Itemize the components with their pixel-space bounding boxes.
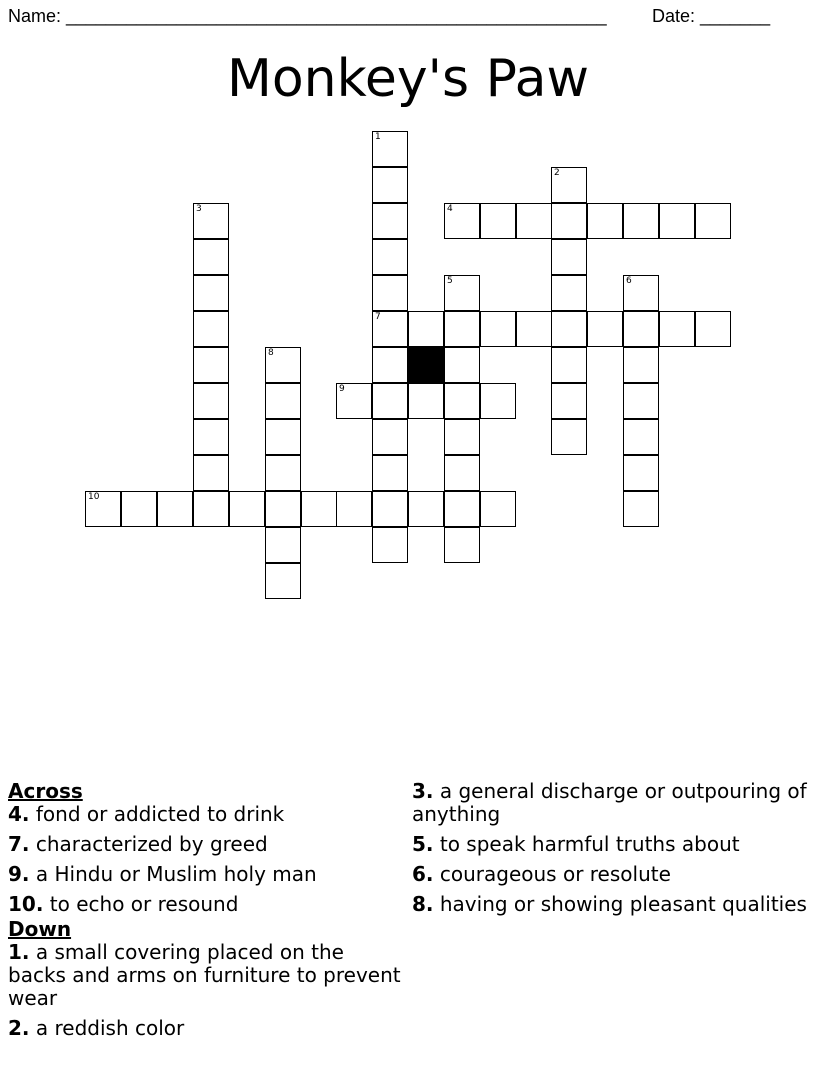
clue-down-6 bbox=[412, 863, 808, 886]
grid-cell[interactable] bbox=[372, 239, 408, 275]
grid-cell[interactable] bbox=[193, 419, 229, 455]
grid-cell[interactable] bbox=[623, 383, 659, 419]
grid-cell[interactable] bbox=[408, 311, 444, 347]
clue-text: fond or addicted to drink bbox=[35, 802, 285, 826]
down-heading: Down bbox=[8, 917, 72, 941]
grid-cell[interactable] bbox=[193, 491, 229, 527]
grid-cell[interactable] bbox=[480, 311, 516, 347]
grid-cell[interactable] bbox=[193, 383, 229, 419]
grid-cell[interactable] bbox=[623, 311, 659, 347]
grid-cell[interactable] bbox=[336, 491, 372, 527]
grid-cell[interactable] bbox=[372, 275, 408, 311]
clue-number: 3. bbox=[412, 779, 434, 803]
clue-number-label: 9 bbox=[339, 384, 345, 394]
grid-cell[interactable] bbox=[193, 203, 229, 239]
grid-cell[interactable] bbox=[551, 311, 587, 347]
grid-cell[interactable] bbox=[444, 275, 480, 311]
grid-cell[interactable] bbox=[587, 203, 623, 239]
clues-right-column bbox=[412, 780, 808, 923]
grid-cell[interactable] bbox=[372, 131, 408, 167]
grid-cell[interactable] bbox=[444, 311, 480, 347]
grid-cell[interactable] bbox=[265, 527, 301, 563]
grid-cell[interactable] bbox=[372, 455, 408, 491]
clue-text: a reddish color bbox=[35, 1016, 185, 1040]
grid-cell[interactable] bbox=[408, 383, 444, 419]
clue-number-label: 7 bbox=[375, 312, 381, 322]
grid-cell[interactable] bbox=[480, 203, 516, 239]
grid-cell[interactable] bbox=[695, 203, 731, 239]
grid-cell[interactable] bbox=[444, 455, 480, 491]
clue-number: 8. bbox=[412, 892, 434, 916]
clue-text: to speak harmful truths about bbox=[439, 832, 740, 856]
grid-cell[interactable] bbox=[265, 455, 301, 491]
clue-down-8 bbox=[412, 893, 808, 916]
grid-cell[interactable] bbox=[623, 491, 659, 527]
clue-text: courageous or resolute bbox=[439, 862, 671, 886]
clue-number-label: 1 bbox=[375, 132, 381, 142]
grid-cell[interactable] bbox=[372, 419, 408, 455]
clue-number-label: 8 bbox=[268, 348, 274, 358]
grid-cell[interactable] bbox=[623, 347, 659, 383]
grid-cell[interactable] bbox=[372, 311, 408, 347]
grid-cell[interactable] bbox=[551, 239, 587, 275]
grid-cell[interactable] bbox=[551, 275, 587, 311]
clue-across-4 bbox=[8, 803, 408, 826]
grid-cell[interactable] bbox=[516, 203, 552, 239]
grid-cell[interactable] bbox=[623, 419, 659, 455]
grid-cell[interactable] bbox=[444, 527, 480, 563]
clue-number: 2. bbox=[8, 1016, 30, 1040]
puzzle-title: Monkey's Paw bbox=[227, 49, 589, 109]
grid-cell[interactable] bbox=[193, 455, 229, 491]
clue-text: characterized by greed bbox=[35, 832, 268, 856]
grid-cell[interactable] bbox=[265, 563, 301, 599]
grid-cell[interactable] bbox=[516, 311, 552, 347]
clue-across-9 bbox=[8, 863, 408, 886]
clue-number: 9. bbox=[8, 862, 30, 886]
grid-cell[interactable] bbox=[444, 203, 480, 239]
grid-cell[interactable] bbox=[480, 491, 516, 527]
clue-number-label: 2 bbox=[554, 168, 560, 178]
clue-number: 4. bbox=[8, 802, 30, 826]
clue-down-3 bbox=[412, 780, 808, 826]
clue-number: 5. bbox=[412, 832, 434, 856]
across-heading: Across bbox=[8, 779, 83, 803]
grid-cell[interactable] bbox=[85, 491, 121, 527]
clue-text: to echo or resound bbox=[49, 892, 239, 916]
grid-cell[interactable] bbox=[623, 455, 659, 491]
grid-cell[interactable] bbox=[229, 491, 265, 527]
grid-cell[interactable] bbox=[551, 383, 587, 419]
clue-number-label: 3 bbox=[196, 204, 202, 214]
clue-down-1 bbox=[8, 941, 408, 1010]
clue-number: 10. bbox=[8, 892, 44, 916]
grid-cell[interactable] bbox=[408, 491, 444, 527]
grid-cell[interactable] bbox=[659, 311, 695, 347]
grid-cell[interactable] bbox=[551, 167, 587, 203]
grid-cell[interactable] bbox=[193, 239, 229, 275]
clue-number: 7. bbox=[8, 832, 30, 856]
clue-text: a small covering placed on the backs and arms on furniture to prevent wear bbox=[8, 940, 401, 1010]
grid-cell[interactable] bbox=[444, 347, 480, 383]
clue-number: 1. bbox=[8, 940, 30, 964]
clue-down-2 bbox=[8, 1017, 408, 1040]
clue-number-label: 6 bbox=[626, 276, 632, 286]
grid-cell[interactable] bbox=[193, 347, 229, 383]
grid-cell[interactable] bbox=[623, 275, 659, 311]
name-field-line: Name: ______________________________________________________ bbox=[8, 6, 607, 26]
grid-cell[interactable] bbox=[301, 491, 337, 527]
grid-cell[interactable] bbox=[444, 491, 480, 527]
grid-cell[interactable] bbox=[265, 383, 301, 419]
clues-left-column bbox=[8, 780, 408, 1047]
clue-down-5 bbox=[412, 833, 808, 856]
grid-cell[interactable] bbox=[623, 203, 659, 239]
grid-cell[interactable] bbox=[372, 383, 408, 419]
grid-cell[interactable] bbox=[372, 203, 408, 239]
grid-cell[interactable] bbox=[444, 383, 480, 419]
grid-cell[interactable] bbox=[551, 347, 587, 383]
grid-cell[interactable] bbox=[659, 203, 695, 239]
clue-number: 6. bbox=[412, 862, 434, 886]
clue-number-label: 4 bbox=[447, 204, 453, 214]
grid-cell[interactable] bbox=[372, 347, 408, 383]
clue-text: a general discharge or outpouring of anything bbox=[412, 779, 807, 826]
grid-cell[interactable] bbox=[265, 491, 301, 527]
grid-cell[interactable] bbox=[336, 383, 372, 419]
clue-across-10 bbox=[8, 893, 408, 916]
date-field-line: Date: _______ bbox=[652, 6, 771, 26]
grid-cell[interactable] bbox=[193, 311, 229, 347]
grid-cell[interactable] bbox=[372, 491, 408, 527]
grid-cell[interactable] bbox=[193, 275, 229, 311]
grid-cell[interactable] bbox=[695, 311, 731, 347]
grid-cell[interactable] bbox=[551, 203, 587, 239]
grid-cell[interactable] bbox=[444, 419, 480, 455]
grid-cell[interactable] bbox=[157, 491, 193, 527]
clue-across-7 bbox=[8, 833, 408, 856]
grid-cell[interactable] bbox=[372, 167, 408, 203]
grid-cell[interactable] bbox=[587, 311, 623, 347]
grid-cell[interactable] bbox=[480, 383, 516, 419]
clue-text: a Hindu or Muslim holy man bbox=[35, 862, 317, 886]
grid-cell[interactable] bbox=[121, 491, 157, 527]
clue-number-label: 10 bbox=[88, 492, 100, 502]
clue-text: having or showing pleasant qualities bbox=[439, 892, 807, 916]
black-square bbox=[408, 347, 444, 383]
grid-cell[interactable] bbox=[265, 419, 301, 455]
grid-cell[interactable] bbox=[265, 347, 301, 383]
grid-cell[interactable] bbox=[372, 527, 408, 563]
grid-cell[interactable] bbox=[551, 419, 587, 455]
clue-number-label: 5 bbox=[447, 276, 453, 286]
